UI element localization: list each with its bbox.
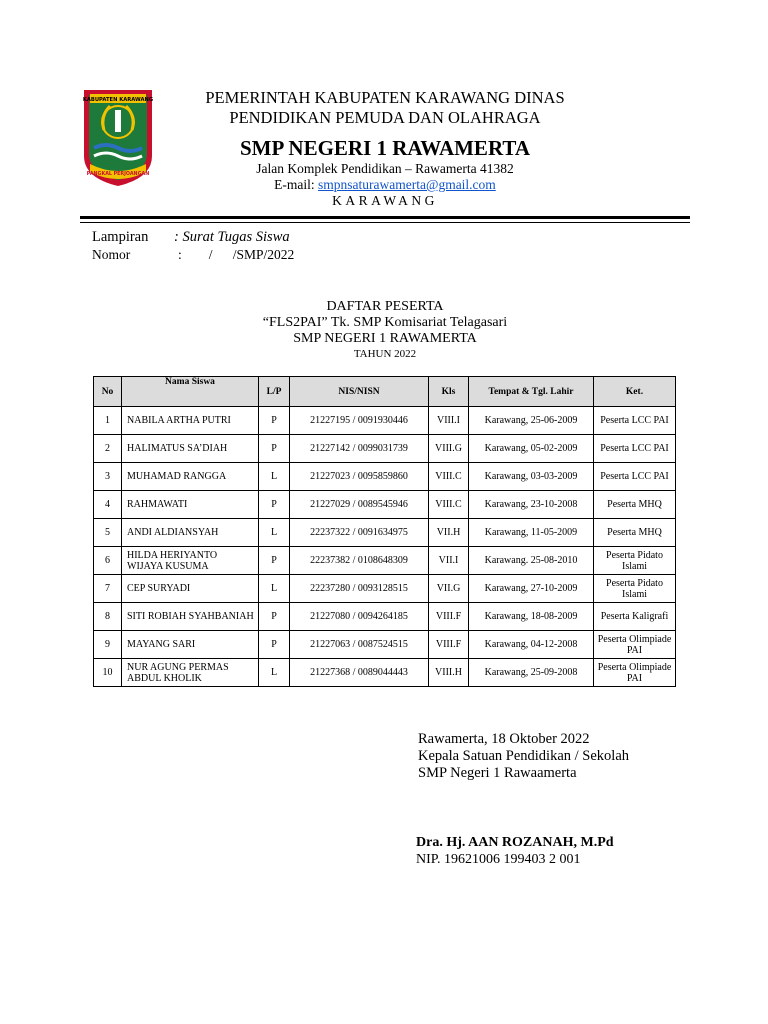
table-cell: HALIMATUS SA’DIAH	[122, 435, 259, 463]
table-cell: Peserta MHQ	[594, 519, 676, 547]
table-body	[94, 407, 676, 687]
table-row	[94, 463, 676, 491]
table-cell: Peserta Pidato Islami	[594, 547, 676, 575]
table-cell: VIII.F	[429, 603, 469, 631]
letterhead-line1: PEMERINTAH KABUPATEN KARAWANG DINAS	[205, 88, 565, 107]
column-header: Ket.	[594, 377, 676, 407]
table-cell: 4	[94, 491, 122, 519]
table-cell: P	[259, 435, 290, 463]
table-cell: P	[259, 491, 290, 519]
table-cell: NABILA ARTHA PUTRI	[122, 407, 259, 435]
table-cell: 6	[94, 547, 122, 575]
table-cell: Karawang, 18-08-2009	[469, 603, 594, 631]
table-cell: MUHAMAD RANGGA	[122, 463, 259, 491]
table-header-row	[94, 377, 676, 407]
list-school: SMP NEGERI 1 RAWAMERTA	[293, 331, 477, 346]
school-city: KARAWANG	[332, 193, 438, 208]
table-cell: L	[259, 519, 290, 547]
table-cell: Peserta Olimpiade PAI	[594, 659, 676, 687]
table-cell: 7	[94, 575, 122, 603]
table-cell: VIII.F	[429, 631, 469, 659]
table-cell: 22237382 / 0108648309	[290, 547, 429, 575]
table-cell: 2	[94, 435, 122, 463]
table-cell: L	[259, 575, 290, 603]
table-row	[94, 631, 676, 659]
signatory-name: Dra. Hj. AAN ROZANAH, M.Pd	[416, 835, 614, 850]
list-title: DAFTAR PESERTA	[326, 299, 444, 314]
table-cell: P	[259, 603, 290, 631]
table-cell: RAHMAWATI	[122, 491, 259, 519]
table-cell: MAYANG SARI	[122, 631, 259, 659]
column-header: L/P	[259, 377, 290, 407]
table-cell: L	[259, 659, 290, 687]
table-cell: P	[259, 631, 290, 659]
table-cell: 8	[94, 603, 122, 631]
table-cell: 21227029 / 0089545946	[290, 491, 429, 519]
table-row	[94, 491, 676, 519]
school-email	[160, 177, 610, 193]
table-cell: Peserta Pidato Islami	[594, 575, 676, 603]
table-cell: Peserta LCC PAI	[594, 463, 676, 491]
table-cell: Karawang, 03-03-2009	[469, 463, 594, 491]
table-row	[94, 435, 676, 463]
table-cell: 9	[94, 631, 122, 659]
table-cell: HILDA HERIYANTO WIJAYA KUSUMA	[122, 547, 259, 575]
table-cell: Peserta MHQ	[594, 491, 676, 519]
letterhead-divider-thin	[80, 222, 690, 223]
table-cell: 21227142 / 0099031739	[290, 435, 429, 463]
table-cell: VIII.G	[429, 435, 469, 463]
signature-institution: SMP Negeri 1 Rawaamerta	[418, 765, 577, 781]
emblem-bottom-text: PANGKAL PERJOANGAN	[86, 172, 150, 177]
table-cell: 21227195 / 0091930446	[290, 407, 429, 435]
table-cell: P	[259, 407, 290, 435]
column-header: No	[94, 377, 122, 407]
table-cell: 1	[94, 407, 122, 435]
table-cell: 21227368 / 0089044443	[290, 659, 429, 687]
table-cell: VIII.C	[429, 491, 469, 519]
table-cell: Karawang, 04-12-2008	[469, 631, 594, 659]
table-cell: NUR AGUNG PERMAS ABDUL KHOLIK	[122, 659, 259, 687]
table-cell: VIII.C	[429, 463, 469, 491]
table-cell: Peserta Olimpiade PAI	[594, 631, 676, 659]
column-header: NIS/NISN	[290, 377, 429, 407]
table-cell: 10	[94, 659, 122, 687]
table-cell: 5	[94, 519, 122, 547]
letterhead-line2: PENDIDIKAN PEMUDA DAN OLAHRAGA	[229, 108, 541, 127]
list-year: TAHUN 2022	[353, 348, 417, 360]
nomor-value: : / /SMP/2022	[178, 247, 295, 262]
table-cell: CEP SURYADI	[122, 575, 259, 603]
table-cell: L	[259, 463, 290, 491]
column-header: Kls	[429, 377, 469, 407]
table-cell: VII.H	[429, 519, 469, 547]
emblem-top-text: KABUPATEN KARAWANG	[82, 97, 154, 103]
table-row	[94, 407, 676, 435]
table-cell: 21227080 / 0094264185	[290, 603, 429, 631]
lampiran-label: Lampiran	[92, 229, 149, 245]
table-cell: Karawang, 25-09-2008	[469, 659, 594, 687]
nomor-row	[92, 246, 294, 264]
school-address: Jalan Komplek Pendidikan – Rawamerta 41382	[256, 161, 514, 176]
email-link[interactable]: smpnsaturawamerta@gmail.com	[318, 177, 496, 192]
participant-table	[93, 376, 676, 687]
signatory-nip: NIP. 19621006 199403 2 001	[416, 852, 581, 867]
table-cell: VII.G	[429, 575, 469, 603]
column-header: Tempat & Tgl. Lahir	[469, 377, 594, 407]
table-row	[94, 603, 676, 631]
table-cell: 22237322 / 0091634975	[290, 519, 429, 547]
table-cell: VIII.I	[429, 407, 469, 435]
table-cell: 21227023 / 0095859860	[290, 463, 429, 491]
school-name: SMP NEGERI 1 RAWAMERTA	[240, 136, 530, 160]
table-cell: 3	[94, 463, 122, 491]
table-cell: P	[259, 547, 290, 575]
signature-position: Kepala Satuan Pendidikan / Sekolah	[418, 748, 630, 764]
table-cell: 22237280 / 0093128515	[290, 575, 429, 603]
table-cell: Karawang, 05-02-2009	[469, 435, 594, 463]
table-row	[94, 575, 676, 603]
table-cell: Karawang. 25-08-2010	[469, 547, 594, 575]
table-cell: Karawang, 23-10-2008	[469, 491, 594, 519]
lampiran-row	[92, 228, 290, 246]
table-cell: Karawang, 11-05-2009	[469, 519, 594, 547]
signature-place-date: Rawamerta, 18 Oktober 2022	[418, 731, 590, 747]
table-cell: SITI ROBIAH SYAHBANIAH	[122, 603, 259, 631]
table-cell: ANDI ALDIANSYAH	[122, 519, 259, 547]
column-header: Nama Siswa	[122, 377, 259, 407]
table-cell: 21227063 / 0087524515	[290, 631, 429, 659]
table-cell: Karawang, 25-06-2009	[469, 407, 594, 435]
table-cell: VII.I	[429, 547, 469, 575]
table-cell: VIII.H	[429, 659, 469, 687]
table-cell: Karawang, 27-10-2009	[469, 575, 594, 603]
regency-emblem-logo	[80, 86, 156, 188]
table-cell: Peserta LCC PAI	[594, 435, 676, 463]
email-label: E-mail:	[274, 177, 319, 192]
lampiran-value: : Surat Tugas Siswa	[174, 229, 290, 245]
table-row	[94, 519, 676, 547]
nomor-label: Nomor	[92, 247, 131, 262]
letterhead-divider-thick	[80, 216, 690, 219]
table-cell: Peserta LCC PAI	[594, 407, 676, 435]
table-row	[94, 547, 676, 575]
event-name: “FLS2PAI” Tk. SMP Komisariat Telagasari	[262, 315, 508, 330]
table-row	[94, 659, 676, 687]
table-cell: Peserta Kaligrafi	[594, 603, 676, 631]
